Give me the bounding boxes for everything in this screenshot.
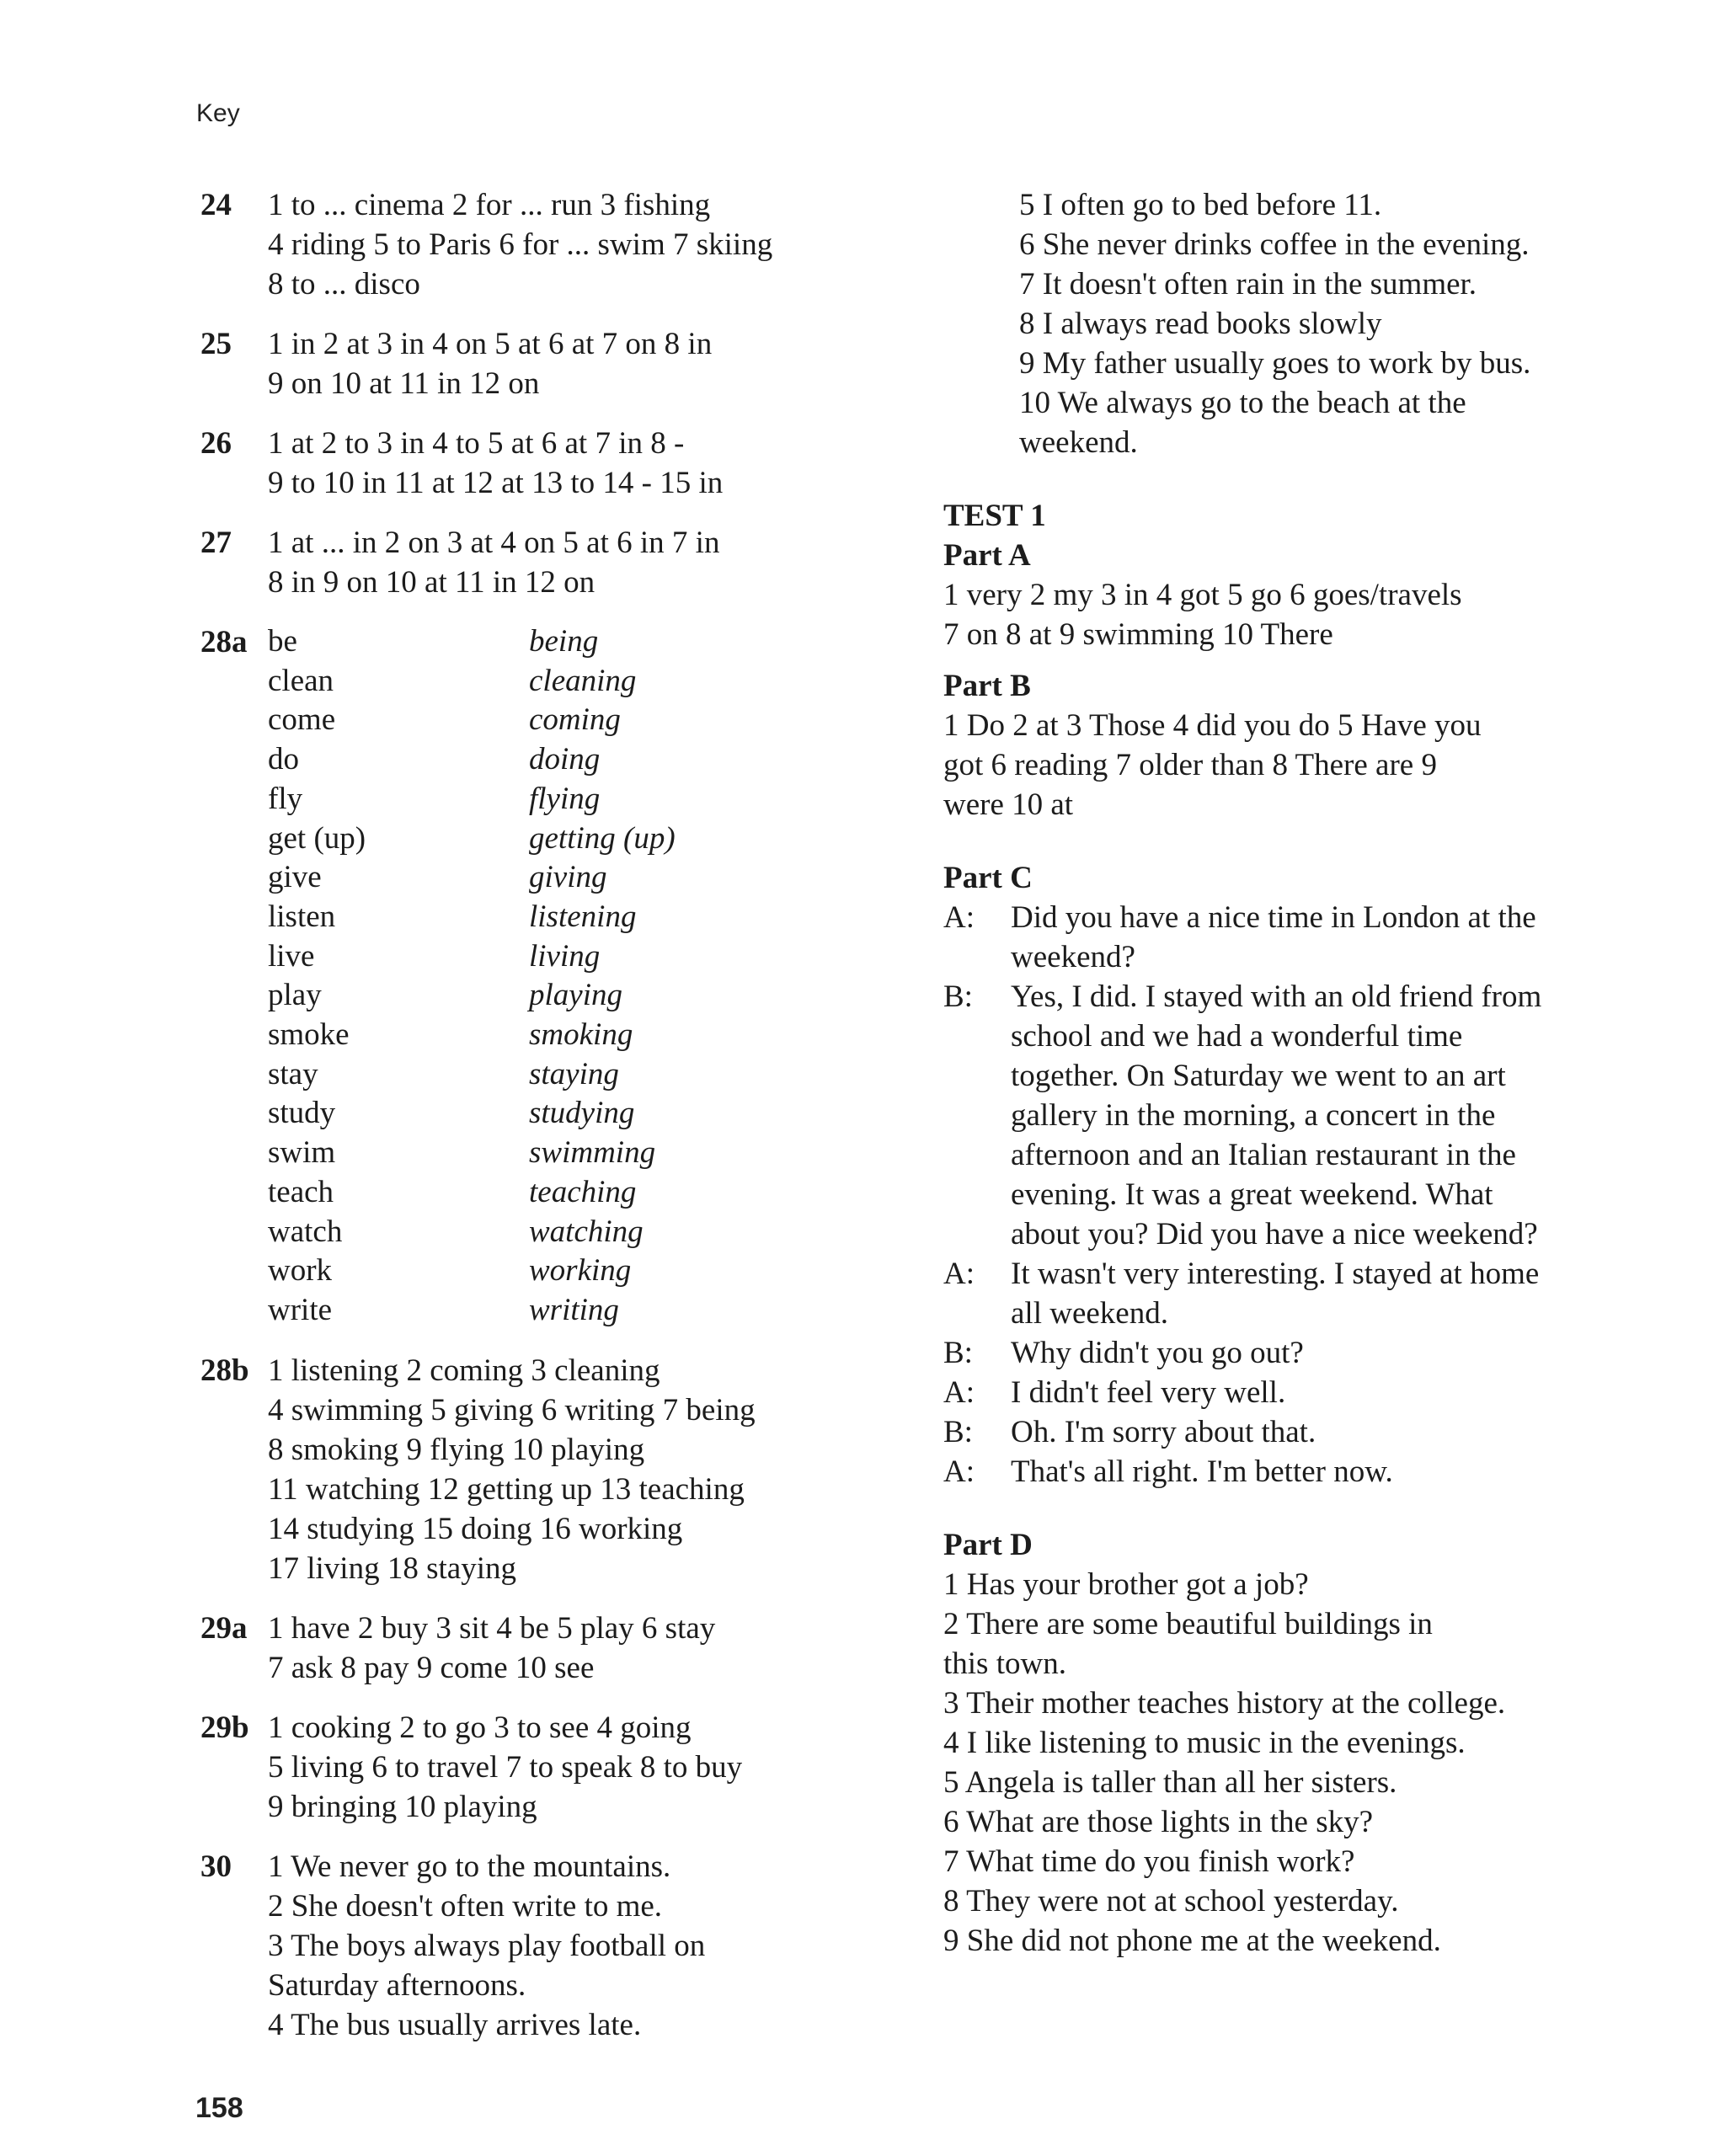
- verb-table-row: [268, 622, 925, 662]
- answer-line: 2 There are some beautiful buildings in: [943, 1607, 1433, 1641]
- dialogue-line: Oh. I'm sorry about that.: [1011, 1415, 1316, 1449]
- part-c-dialogue: [943, 898, 1634, 1492]
- exercise-29a: [200, 1609, 925, 1688]
- dialogue-line: gallery in the morning, a concert in the: [1011, 1098, 1496, 1133]
- base-form: clean: [268, 663, 334, 698]
- exercise-answers: [268, 1708, 925, 1827]
- exercise-answers: [268, 1847, 925, 2045]
- base-form: fly: [268, 781, 303, 816]
- ing-form: swimming: [529, 1135, 656, 1171]
- verb-table-row: [268, 1134, 925, 1173]
- answer-line: 5 living 6 to travel 7 to speak 8 to buy: [268, 1749, 743, 1785]
- answer-line: 1 We never go to the mountains.: [268, 1849, 671, 1884]
- answer-line: 7 ask 8 pay 9 come 10 see: [268, 1650, 595, 1685]
- answer-line: got 6 reading 7 older than 8 There are 9: [943, 748, 1437, 782]
- answer-line: 9 My father usually goes to work by bus.: [1019, 346, 1531, 381]
- dialogue-text: [1011, 977, 1634, 1254]
- dialogue-text: [1011, 1254, 1634, 1333]
- base-form: smoke: [268, 1017, 350, 1053]
- base-form: get (up): [268, 820, 366, 856]
- base-form: come: [268, 702, 336, 738]
- verb-table-row: [268, 1055, 925, 1095]
- exercise-answers: [268, 324, 925, 403]
- verb-table-row: [268, 1173, 925, 1213]
- exercise-26: [200, 424, 925, 503]
- exercise-number: 28b: [200, 1353, 249, 1388]
- answer-line: 8 to ... disco: [268, 267, 420, 302]
- ing-form: living: [529, 938, 601, 974]
- left-column: [200, 185, 925, 2065]
- dialogue-line: Did you have a nice time in London at the: [1011, 900, 1536, 935]
- verb-table-row: [268, 1213, 925, 1252]
- test-title: TEST 1: [943, 499, 1046, 533]
- answer-line: this town.: [943, 1646, 1066, 1681]
- dialogue-line: afternoon and an Italian restaurant in the: [1011, 1138, 1516, 1172]
- ing-form: flying: [529, 781, 601, 816]
- dialogue-text: [1011, 1452, 1634, 1492]
- ing-form: giving: [529, 860, 607, 895]
- verb-table-row: [268, 662, 925, 702]
- verb-table-row: [268, 858, 925, 898]
- dialogue-line: That's all right. I'm better now.: [1011, 1454, 1393, 1489]
- exercise-answers: [268, 424, 925, 503]
- exercise-number: 24: [200, 188, 232, 222]
- dialogue-line: evening. It was a great weekend. What: [1011, 1177, 1493, 1212]
- answer-line: were 10 at: [943, 787, 1074, 822]
- exercise-29b: [200, 1708, 925, 1827]
- exercise-28b: [200, 1351, 925, 1588]
- answer-line: 6 She never drinks coffee in the evening.: [1019, 227, 1530, 262]
- right-column: [943, 185, 1634, 1961]
- base-form: play: [268, 978, 322, 1013]
- verb-table-row: [268, 1291, 925, 1331]
- ing-form: watching: [529, 1214, 644, 1249]
- answer-line: 1 in 2 at 3 in 4 on 5 at 6 at 7 on 8 in: [268, 327, 713, 361]
- ing-form: working: [529, 1253, 632, 1289]
- dialogue-line: together. On Saturday we went to an art: [1011, 1059, 1506, 1093]
- answer-line: 1 listening 2 coming 3 cleaning: [268, 1353, 660, 1388]
- answer-line: 1 very 2 my 3 in 4 got 5 go 6 goes/travels: [943, 578, 1462, 612]
- answer-line: 1 Do 2 at 3 Those 4 did you do 5 Have you: [943, 708, 1482, 743]
- base-form: watch: [268, 1214, 343, 1249]
- exercise-number: 30: [200, 1849, 232, 1884]
- dialogue-line: all weekend.: [1011, 1296, 1168, 1331]
- answer-line: 2 She doesn't often write to me.: [268, 1888, 663, 1924]
- answer-line: 1 Has your brother got a job?: [943, 1567, 1309, 1602]
- exercise-number: 27: [200, 526, 232, 560]
- answer-line: 4 riding 5 to Paris 6 for ... swim 7 skiing: [268, 227, 773, 262]
- answer-line: 4 The bus usually arrives late.: [268, 2007, 642, 2042]
- exercise-24: [200, 185, 925, 304]
- exercise-30: [200, 1847, 925, 2045]
- answer-line: 7 on 8 at 9 swimming 10 There: [943, 617, 1333, 652]
- ing-form: studying: [529, 1096, 635, 1131]
- answer-line: 9 on 10 at 11 in 12 on: [268, 366, 540, 401]
- dialogue-line: about you? Did you have a nice weekend?: [1011, 1217, 1538, 1251]
- base-form: swim: [268, 1135, 336, 1171]
- base-form: live: [268, 938, 315, 974]
- speaker-label: A:: [943, 900, 975, 935]
- speaker-label: A:: [943, 1257, 975, 1291]
- part-a-title: Part A: [943, 538, 1031, 573]
- answer-line: 17 living 18 staying: [268, 1550, 516, 1586]
- verb-table-row: [268, 937, 925, 977]
- answer-line: weekend.: [1019, 425, 1138, 460]
- verb-table-row: [268, 1094, 925, 1134]
- exercise-number: 25: [200, 327, 232, 361]
- part-d-answers: [943, 1565, 1634, 1961]
- answer-line: 1 at ... in 2 on 3 at 4 on 5 at 6 in 7 in: [268, 526, 720, 560]
- part-d-title: Part D: [943, 1528, 1033, 1562]
- base-form: work: [268, 1253, 333, 1289]
- exercise-number: 28a: [200, 625, 248, 659]
- base-form: teach: [268, 1174, 334, 1209]
- verb-table-row: [268, 819, 925, 859]
- exercise-number: 29b: [200, 1710, 249, 1745]
- ing-form: cleaning: [529, 663, 637, 698]
- dialogue-line: I didn't feel very well.: [1011, 1375, 1286, 1410]
- dialogue-line: school and we had a wonderful time: [1011, 1019, 1463, 1054]
- speaker-label: B:: [943, 1415, 973, 1449]
- base-form: be: [268, 624, 297, 659]
- answer-line: 9 She did not phone me at the weekend.: [943, 1924, 1441, 1958]
- dialogue-line: weekend?: [1011, 940, 1135, 974]
- ing-form: teaching: [529, 1174, 637, 1209]
- ing-form: doing: [529, 742, 601, 777]
- ing-form: staying: [529, 1056, 619, 1091]
- dialogue-line: It wasn't very interesting. I stayed at home: [1011, 1257, 1540, 1291]
- dialogue-turn: [943, 1373, 1634, 1412]
- exercise-28a: [200, 622, 925, 1331]
- part-b-title: Part B: [943, 669, 1031, 703]
- answer-line: 9 bringing 10 playing: [268, 1789, 537, 1824]
- exercise-25: [200, 324, 925, 403]
- answer-line: Saturday afternoons.: [268, 1967, 526, 2003]
- dialogue-turn: [943, 1452, 1634, 1492]
- base-form: listen: [268, 899, 336, 934]
- answer-line: 4 I like listening to music in the evenings.: [943, 1726, 1466, 1760]
- verb-table-row: [268, 780, 925, 819]
- base-form: give: [268, 860, 322, 895]
- verb-table-row: [268, 1016, 925, 1055]
- part-c-title: Part C: [943, 861, 1033, 895]
- answer-line: 4 swimming 5 giving 6 writing 7 being: [268, 1392, 756, 1428]
- base-form: study: [268, 1096, 336, 1131]
- answer-line: 8 They were not at school yesterday.: [943, 1884, 1399, 1919]
- verb-table: [268, 622, 925, 1331]
- dialogue-text: [1011, 1373, 1634, 1412]
- exercise-answers: [268, 1609, 925, 1688]
- answer-line: 6 What are those lights in the sky?: [943, 1805, 1374, 1839]
- base-form: write: [268, 1292, 333, 1327]
- dialogue-text: [1011, 1412, 1634, 1452]
- verb-table-row: [268, 740, 925, 780]
- verb-table-row: [268, 976, 925, 1016]
- dialogue-text: [1011, 898, 1634, 977]
- answer-line: 3 Their mother teaches history at the college.: [943, 1686, 1506, 1721]
- answer-line: 7 What time do you finish work?: [943, 1844, 1355, 1879]
- answer-line: 3 The boys always play football on: [268, 1928, 706, 1963]
- verb-table-row: [268, 1251, 925, 1291]
- exercise-number: 29a: [200, 1610, 248, 1646]
- ing-form: writing: [529, 1292, 619, 1327]
- speaker-label: B:: [943, 979, 973, 1014]
- answer-line: 14 studying 15 doing 16 working: [268, 1511, 683, 1546]
- page-number: 158: [195, 2092, 243, 2124]
- exercise-answers: [268, 185, 925, 304]
- answer-line: 1 have 2 buy 3 sit 4 be 5 play 6 stay: [268, 1610, 716, 1646]
- answer-line: 8 smoking 9 flying 10 playing: [268, 1432, 645, 1467]
- answer-line: 1 to ... cinema 2 for ... run 3 fishing: [268, 188, 711, 222]
- speaker-label: A:: [943, 1454, 975, 1489]
- answer-line: 8 I always read books slowly: [1019, 307, 1382, 341]
- dialogue-line: Why didn't you go out?: [1011, 1336, 1304, 1370]
- dialogue-turn: [943, 1412, 1634, 1452]
- ing-form: smoking: [529, 1017, 633, 1053]
- exercise-answers: [268, 523, 925, 602]
- running-header: Key: [196, 99, 240, 127]
- answer-line: 1 at 2 to 3 in 4 to 5 at 6 at 7 in 8 -: [268, 426, 685, 461]
- answer-line: 10 We always go to the beach at the: [1019, 386, 1466, 420]
- answer-line: 8 in 9 on 10 at 11 in 12 on: [268, 565, 595, 600]
- base-form: do: [268, 742, 299, 777]
- verb-table-row: [268, 701, 925, 740]
- exercise-number: 26: [200, 426, 232, 461]
- ing-form: listening: [529, 899, 637, 934]
- speaker-label: B:: [943, 1336, 973, 1370]
- exercise-answers: [268, 1351, 925, 1588]
- ing-form: playing: [529, 978, 622, 1013]
- answer-line: 5 I often go to bed before 11.: [1019, 188, 1382, 222]
- verb-table-row: [268, 898, 925, 937]
- dialogue-line: Yes, I did. I stayed with an old friend from: [1011, 979, 1542, 1014]
- exercise-27: [200, 523, 925, 602]
- part-a-answers: [943, 575, 1634, 654]
- answer-line: 7 It doesn't often rain in the summer.: [1019, 267, 1477, 302]
- dialogue-turn: [943, 898, 1634, 977]
- speaker-label: A:: [943, 1375, 975, 1410]
- dialogue-turn: [943, 1333, 1634, 1373]
- ing-form: coming: [529, 702, 621, 738]
- answer-line: 5 Angela is taller than all her sisters.: [943, 1765, 1397, 1800]
- answer-line: 9 to 10 in 11 at 12 at 13 to 14 - 15 in: [268, 466, 724, 500]
- part-b-answers: [943, 706, 1634, 825]
- exercise-30-continued: [943, 185, 1634, 462]
- answer-line: 1 cooking 2 to go 3 to see 4 going: [268, 1710, 692, 1745]
- dialogue-turn: [943, 1254, 1634, 1333]
- dialogue-text: [1011, 1333, 1634, 1373]
- ing-form: being: [529, 624, 599, 659]
- dialogue-turn: [943, 977, 1634, 1254]
- ing-form: getting (up): [529, 820, 676, 856]
- answer-line: 11 watching 12 getting up 13 teaching: [268, 1471, 745, 1507]
- base-form: stay: [268, 1056, 318, 1091]
